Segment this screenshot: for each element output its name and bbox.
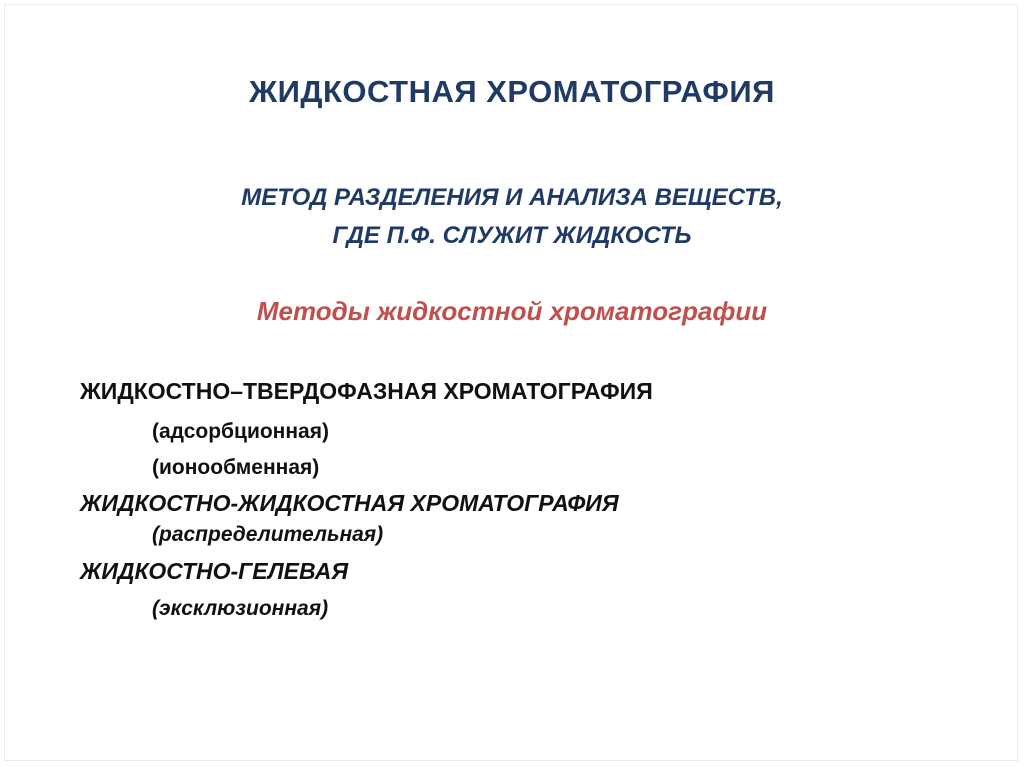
subtype-adsorption: (адсорбционная) xyxy=(152,420,329,443)
method-liquid-liquid: ЖИДКОСТНО-ЖИДКОСТНАЯ ХРОМАТОГРАФИЯ xyxy=(80,490,619,516)
definition-line-1: МЕТОД РАЗДЕЛЕНИЯ И АНАЛИЗА ВЕЩЕСТВ, xyxy=(241,184,783,211)
method-liquid-solid: ЖИДКОСТНО–ТВЕРДОФАЗНАЯ ХРОМАТОГРАФИЯ xyxy=(80,378,653,404)
definition-line-2: ГДЕ П.Ф. СЛУЖИТ ЖИДКОСТЬ xyxy=(332,222,692,249)
subtype-partition: (распределительная) xyxy=(152,523,384,546)
method-liquid-gel: ЖИДКОСТНО-ГЕЛЕВАЯ xyxy=(80,558,349,584)
subtype-exclusion: (эксклюзионная) xyxy=(152,597,329,620)
methods-heading: Методы жидкостной хроматографии xyxy=(256,296,768,326)
slide-title: ЖИДКОСТНАЯ ХРОМАТОГРАФИЯ xyxy=(249,74,775,109)
subtype-ion-exchange: (ионообменная) xyxy=(152,456,320,479)
